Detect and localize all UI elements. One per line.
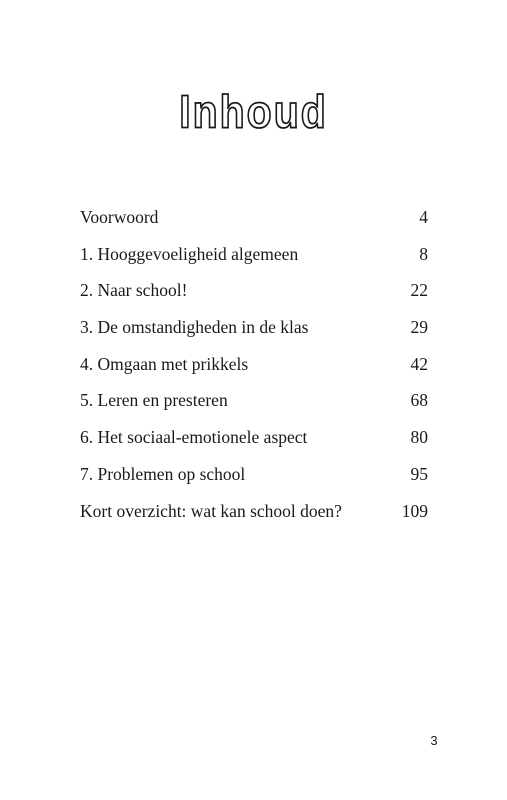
toc-entry-title: 3. De omstandigheden in de klas — [80, 317, 309, 338]
toc-entry-page: 29 — [410, 317, 428, 338]
toc-entry-chapter-2[interactable] — [80, 278, 428, 315]
toc-entry-chapter-6[interactable] — [80, 425, 428, 462]
toc-entry-title: Kort overzicht: wat kan school doen? — [80, 500, 342, 521]
title-wrapper — [0, 86, 507, 138]
toc-entry-page: 109 — [401, 500, 428, 521]
table-of-contents — [80, 205, 428, 535]
toc-entry-page: 95 — [410, 463, 428, 484]
toc-entry-voorwoord[interactable] — [80, 205, 428, 242]
toc-entry-title: 6. Het sociaal-emotionele aspect — [80, 427, 308, 448]
toc-entry-chapter-7[interactable] — [80, 462, 428, 499]
toc-entry-title: 1. Hooggevoeligheid algemeen — [80, 243, 299, 264]
toc-entry-title: 5. Leren en presteren — [80, 390, 228, 411]
toc-entry-chapter-4[interactable] — [80, 352, 428, 389]
toc-entry-page: 68 — [410, 390, 428, 411]
toc-entry-chapter-3[interactable] — [80, 315, 428, 352]
toc-entry-page: 22 — [410, 280, 428, 301]
page-number: 3 — [430, 733, 438, 748]
page-title: Inhoud — [179, 86, 328, 138]
toc-entry-page: 42 — [410, 353, 428, 374]
toc-entry-title: 2. Naar school! — [80, 280, 188, 301]
toc-entry-title: Voorwoord — [80, 207, 159, 227]
toc-entry-chapter-1[interactable] — [80, 242, 428, 279]
toc-entry-title: 4. Omgaan met prikkels — [80, 353, 249, 374]
toc-entry-page: 4 — [419, 207, 428, 227]
toc-entry-chapter-5[interactable] — [80, 388, 428, 425]
toc-entry-overview[interactable] — [80, 499, 428, 536]
toc-entry-title: 7. Problemen op school — [80, 463, 246, 484]
toc-entry-page: 80 — [410, 427, 428, 448]
toc-entry-page: 8 — [419, 243, 428, 264]
